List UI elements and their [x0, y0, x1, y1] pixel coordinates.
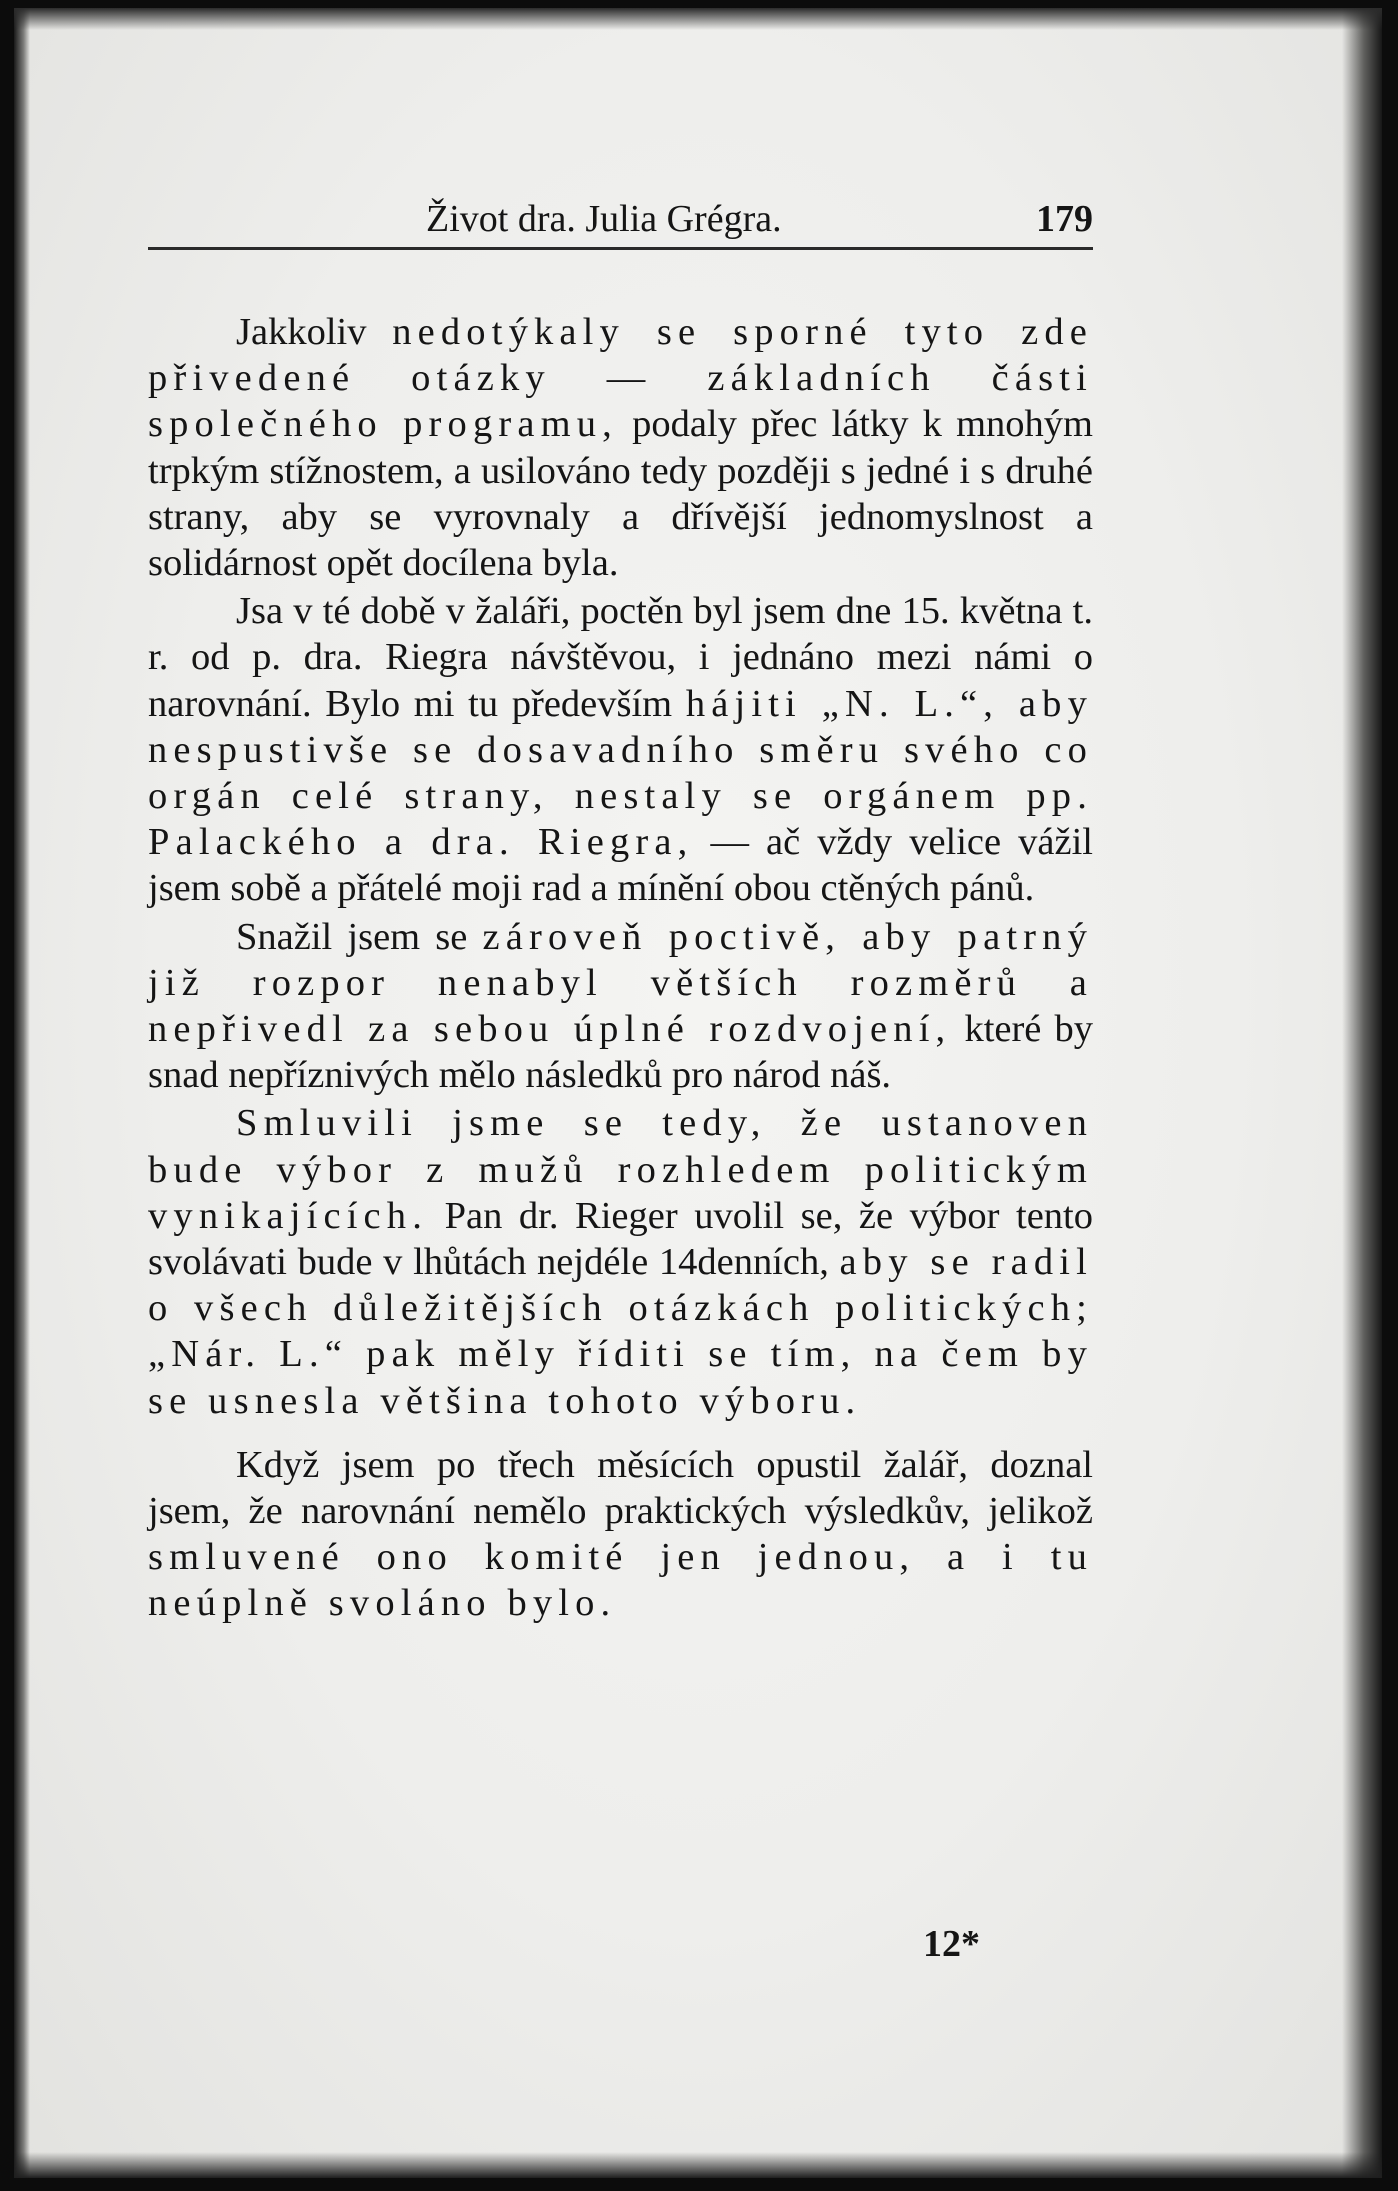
text-segment: — ač vždy velice vážil jsem sobě a přátelé moji rad a mínění obou ctěných pánů. — [148, 821, 1093, 910]
scan-shadow-top — [14, 8, 1382, 30]
text-segment: Když jsem po třech měsících opustil žalář, doznal jsem, že narovnání nemělo praktických výsledkův, jelikož — [148, 1443, 1093, 1533]
text-segment-spaced: smluvené ono komité jen jednou, a i tu neúplně svoláno bylo. — [148, 1536, 1093, 1625]
page-number: 179 — [1036, 198, 1093, 240]
text-segment: podaly přec látky k mnohým trpkým stížnostem, a usilováno tedy později s jedné i s druhé strany, aby se vyrovnaly a dřívější jednomyslnost a solidárnost opět docílena byla. — [148, 403, 1093, 585]
text-segment-spaced: aby se radil o všech důležitějších otázkách politických; „Nár. L.“ pak měly říditi se tím, na čem by se usnesla většina tohoto výboru. — [148, 1241, 1094, 1422]
page-header — [148, 195, 1093, 250]
text-segment: Jsa v té době v žaláři, poctěn byl jsem dne 15. května t. r. od p. dra. Riegra návštěvou, i jednáno mezi námi o narovnání. Bylo mi tu především — [148, 590, 1093, 725]
signature-mark: 12* — [923, 1923, 980, 1965]
text-segment-spaced: nedotýkaly se sporné tyto zde přivedené otázky — základních části společného programu, — [148, 311, 1094, 446]
text-segment: Jakkoliv — [236, 311, 393, 353]
paragraph-1 — [148, 309, 1093, 586]
book-edge-right — [1342, 8, 1382, 2178]
paragraph-2 — [148, 588, 1093, 911]
body-text — [148, 309, 1093, 1627]
text-segment: Snažil jsem se — [236, 915, 483, 958]
book-gutter-left — [14, 8, 30, 2178]
text-segment: které by snad nepříznivých mělo následků pro národ náš. — [148, 1008, 1093, 1097]
text-segment-spaced: hájiti „N. L.“, aby nespustivše se dosavadního směru svého co orgán celé strany, nestaly se orgánem pp. Palackého a dra. Riegra, — [148, 682, 1093, 864]
text-segment-spaced: Smluvili jsme se tedy, že ustanoven bude výbor z mužů rozhledem politickým vynikajících. — [148, 1102, 1093, 1237]
text-segment: Pan dr. Rieger uvolil se, že výbor tento svolávati bude v lhůtách nejdéle 14denních, — [148, 1194, 1093, 1284]
scan-shadow-bottom — [14, 2152, 1382, 2178]
paragraph-4 — [148, 1100, 1093, 1423]
running-title: Život dra. Julia Grégra. — [426, 198, 782, 240]
paragraph-5 — [148, 1442, 1093, 1627]
book-page — [148, 195, 1094, 1965]
paragraph-3 — [148, 914, 1093, 1099]
text-segment-spaced: zároveň poctivě, aby patrný již rozpor nenabyl větších rozměrů a nepřivedl za sebou úplné rozdvojení, — [148, 915, 1093, 1051]
